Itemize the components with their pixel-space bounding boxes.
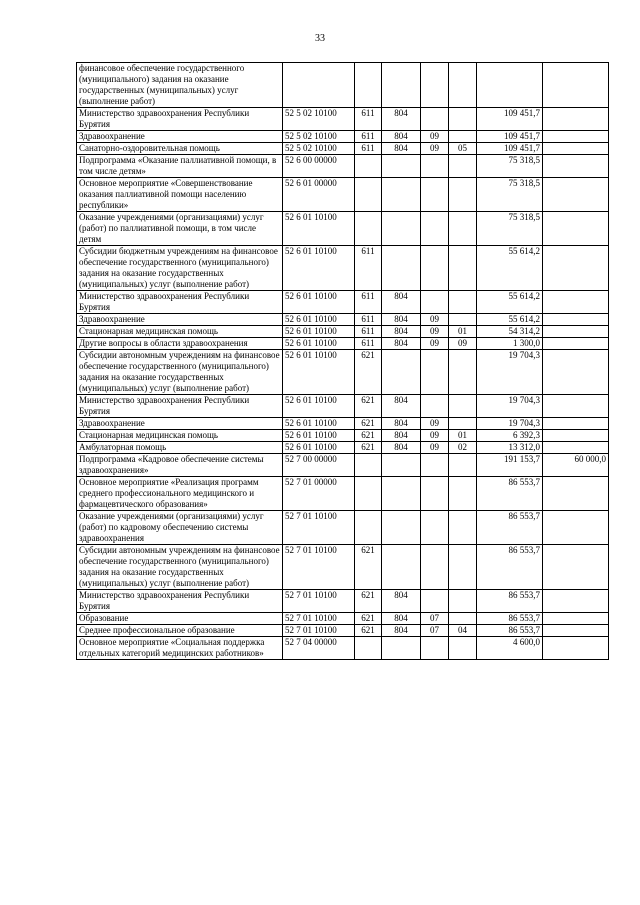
row-sum-2-cell — [543, 326, 609, 338]
row-sum-1-cell: 4 600,0 — [477, 637, 543, 660]
row-sum-1-cell — [477, 63, 543, 108]
row-sum-2-cell — [543, 625, 609, 637]
row-rz-cell — [421, 63, 449, 108]
row-rz-cell: 09 — [421, 143, 449, 155]
row-sum-2-cell — [543, 418, 609, 430]
table-row — [77, 326, 609, 338]
row-vr-cell: 621 — [355, 613, 382, 625]
row-sum-1-cell: 86 553,7 — [477, 590, 543, 613]
row-pr-cell — [449, 590, 477, 613]
row-grbs-cell — [382, 511, 421, 545]
page-number: 33 — [315, 33, 325, 44]
row-rz-cell: 09 — [421, 442, 449, 454]
row-grbs-cell — [382, 545, 421, 590]
row-vr-cell — [355, 212, 382, 246]
table-row — [77, 545, 609, 590]
row-name-cell: Основное мероприятие «Реализация программ среднего профессионального медицинского и фармацевтического образования» — [77, 477, 283, 511]
row-code-cell: 52 6 01 10100 — [283, 442, 355, 454]
row-name-cell: Амбулаторная помощь — [77, 442, 283, 454]
row-rz-cell — [421, 395, 449, 418]
row-code-cell: 52 5 02 10100 — [283, 143, 355, 155]
row-sum-2-cell — [543, 395, 609, 418]
row-grbs-cell: 804 — [382, 590, 421, 613]
row-rz-cell: 09 — [421, 430, 449, 442]
row-grbs-cell — [382, 246, 421, 291]
row-grbs-cell — [382, 155, 421, 178]
row-code-cell: 52 7 01 10100 — [283, 511, 355, 545]
row-sum-1-cell: 19 704,3 — [477, 418, 543, 430]
row-sum-2-cell — [543, 350, 609, 395]
table-row — [77, 395, 609, 418]
row-name-cell: Среднее профессиональное образование — [77, 625, 283, 637]
row-grbs-cell: 804 — [382, 314, 421, 326]
row-rz-cell — [421, 350, 449, 395]
row-name-cell: финансовое обеспечение государственного (муниципального) задания на оказание государственных (муниципальных) услуг (выполнение работ) — [77, 63, 283, 108]
row-pr-cell — [449, 395, 477, 418]
row-vr-cell: 621 — [355, 395, 382, 418]
row-name-cell: Оказание учреждениями (организациями) услуг (работ) по паллиативной помощи, в том числе детям — [77, 212, 283, 246]
row-sum-1-cell: 55 614,2 — [477, 291, 543, 314]
row-name-cell: Подпрограмма «Оказание паллиативной помощи, в том числе детям» — [77, 155, 283, 178]
row-sum-1-cell: 54 314,2 — [477, 326, 543, 338]
row-sum-1-cell: 109 451,7 — [477, 143, 543, 155]
row-rz-cell — [421, 246, 449, 291]
row-vr-cell: 621 — [355, 442, 382, 454]
row-code-cell: 52 6 01 10100 — [283, 430, 355, 442]
row-sum-2-cell — [543, 246, 609, 291]
row-rz-cell — [421, 155, 449, 178]
row-grbs-cell: 804 — [382, 625, 421, 637]
row-name-cell: Субсидии автономным учреждениям на финансовое обеспечение государственного (муниципального) задания на оказание государственных (муниципальных) услуг (выполнение работ) — [77, 350, 283, 395]
row-pr-cell — [449, 613, 477, 625]
row-sum-2-cell — [543, 212, 609, 246]
row-name-cell: Здравоохранение — [77, 418, 283, 430]
row-sum-1-cell: 86 553,7 — [477, 511, 543, 545]
table-row — [77, 442, 609, 454]
row-vr-cell — [355, 155, 382, 178]
row-name-cell: Субсидии автономным учреждениям на финансовое обеспечение государственного (муниципального) задания на оказание государственных (муниципальных) услуг (выполнение работ) — [77, 545, 283, 590]
row-code-cell: 52 6 01 10100 — [283, 326, 355, 338]
row-sum-2-cell — [543, 511, 609, 545]
row-code-cell: 52 6 01 10100 — [283, 291, 355, 314]
row-grbs-cell — [382, 454, 421, 477]
row-grbs-cell: 804 — [382, 326, 421, 338]
row-code-cell: 52 7 01 10100 — [283, 625, 355, 637]
row-code-cell: 52 7 01 10100 — [283, 613, 355, 625]
budget-table — [76, 62, 609, 660]
row-sum-1-cell: 55 614,2 — [477, 246, 543, 291]
row-pr-cell — [449, 350, 477, 395]
row-grbs-cell: 804 — [382, 613, 421, 625]
row-pr-cell: 02 — [449, 442, 477, 454]
row-vr-cell: 621 — [355, 545, 382, 590]
row-pr-cell: 04 — [449, 625, 477, 637]
row-grbs-cell: 804 — [382, 143, 421, 155]
row-pr-cell — [449, 131, 477, 143]
table-row — [77, 178, 609, 212]
row-pr-cell — [449, 108, 477, 131]
table-row — [77, 314, 609, 326]
row-code-cell: 52 6 01 10100 — [283, 418, 355, 430]
table-row — [77, 625, 609, 637]
table-row — [77, 613, 609, 625]
row-pr-cell — [449, 418, 477, 430]
row-vr-cell: 621 — [355, 590, 382, 613]
row-sum-1-cell: 86 553,7 — [477, 545, 543, 590]
row-sum-2-cell — [543, 178, 609, 212]
row-rz-cell — [421, 590, 449, 613]
row-rz-cell: 09 — [421, 314, 449, 326]
table-row — [77, 350, 609, 395]
row-vr-cell — [355, 63, 382, 108]
row-name-cell: Министерство здравоохранения Республики Бурятия — [77, 108, 283, 131]
row-code-cell: 52 6 01 10100 — [283, 350, 355, 395]
row-grbs-cell: 804 — [382, 291, 421, 314]
row-pr-cell — [449, 246, 477, 291]
row-grbs-cell: 804 — [382, 108, 421, 131]
row-name-cell: Здравоохранение — [77, 131, 283, 143]
row-sum-2-cell — [543, 637, 609, 660]
table-row — [77, 131, 609, 143]
row-sum-2-cell — [543, 63, 609, 108]
table-row — [77, 291, 609, 314]
row-rz-cell — [421, 454, 449, 477]
row-code-cell: 52 6 01 10100 — [283, 314, 355, 326]
row-vr-cell — [355, 637, 382, 660]
row-code-cell: 52 7 01 10100 — [283, 590, 355, 613]
row-vr-cell: 621 — [355, 625, 382, 637]
row-name-cell: Образование — [77, 613, 283, 625]
row-sum-1-cell: 75 318,5 — [477, 212, 543, 246]
row-grbs-cell: 804 — [382, 430, 421, 442]
row-sum-1-cell: 55 614,2 — [477, 314, 543, 326]
row-sum-2-cell — [543, 590, 609, 613]
table-row — [77, 338, 609, 350]
row-code-cell — [283, 63, 355, 108]
row-pr-cell — [449, 545, 477, 590]
table-row — [77, 246, 609, 291]
row-name-cell: Субсидии бюджетным учреждениям на финансовое обеспечение государственного (муниципального) задания на оказание государственных (муниципальных) услуг (выполнение работ) — [77, 246, 283, 291]
row-vr-cell: 611 — [355, 326, 382, 338]
row-sum-1-cell: 191 153,7 — [477, 454, 543, 477]
row-name-cell: Оказание учреждениями (организациями) услуг (работ) по кадровому обеспечению системы здравоохранения — [77, 511, 283, 545]
row-name-cell: Министерство здравоохранения Республики Бурятия — [77, 395, 283, 418]
table-row — [77, 212, 609, 246]
row-grbs-cell — [382, 350, 421, 395]
row-rz-cell: 09 — [421, 326, 449, 338]
row-rz-cell — [421, 178, 449, 212]
row-sum-1-cell: 75 318,5 — [477, 155, 543, 178]
row-vr-cell: 611 — [355, 246, 382, 291]
row-name-cell: Основное мероприятие «Социальная поддержка отдельных категорий медицинских работников» — [77, 637, 283, 660]
row-sum-2-cell — [543, 430, 609, 442]
row-grbs-cell: 804 — [382, 131, 421, 143]
row-code-cell: 52 6 00 00000 — [283, 155, 355, 178]
row-sum-2-cell: 60 000,0 — [543, 454, 609, 477]
row-vr-cell: 611 — [355, 338, 382, 350]
row-vr-cell: 611 — [355, 108, 382, 131]
row-sum-2-cell — [543, 338, 609, 350]
row-name-cell: Здравоохранение — [77, 314, 283, 326]
row-grbs-cell: 804 — [382, 418, 421, 430]
row-vr-cell: 621 — [355, 430, 382, 442]
row-name-cell: Другие вопросы в области здравоохранения — [77, 338, 283, 350]
row-sum-1-cell: 75 318,5 — [477, 178, 543, 212]
row-grbs-cell — [382, 63, 421, 108]
row-sum-2-cell — [543, 155, 609, 178]
row-sum-1-cell: 109 451,7 — [477, 131, 543, 143]
table-body — [77, 63, 609, 660]
row-vr-cell — [355, 178, 382, 212]
row-sum-1-cell: 19 704,3 — [477, 350, 543, 395]
row-rz-cell: 09 — [421, 131, 449, 143]
row-sum-2-cell — [543, 108, 609, 131]
row-sum-1-cell: 86 553,7 — [477, 613, 543, 625]
row-code-cell: 52 6 01 10100 — [283, 212, 355, 246]
row-pr-cell: 01 — [449, 430, 477, 442]
row-sum-2-cell — [543, 477, 609, 511]
row-sum-2-cell — [543, 545, 609, 590]
table-row — [77, 477, 609, 511]
row-rz-cell — [421, 108, 449, 131]
table-row — [77, 430, 609, 442]
row-pr-cell: 09 — [449, 338, 477, 350]
row-pr-cell — [449, 155, 477, 178]
row-rz-cell: 07 — [421, 625, 449, 637]
row-sum-2-cell — [543, 143, 609, 155]
row-grbs-cell — [382, 212, 421, 246]
row-sum-1-cell: 6 392,3 — [477, 430, 543, 442]
row-vr-cell — [355, 511, 382, 545]
row-code-cell: 52 6 01 10100 — [283, 246, 355, 291]
row-grbs-cell — [382, 637, 421, 660]
row-rz-cell — [421, 212, 449, 246]
row-name-cell: Основное мероприятие «Совершенствование оказания паллиативной помощи населению республики» — [77, 178, 283, 212]
table-row — [77, 143, 609, 155]
row-rz-cell: 09 — [421, 338, 449, 350]
table-row — [77, 418, 609, 430]
row-name-cell: Министерство здравоохранения Республики Бурятия — [77, 590, 283, 613]
table-row — [77, 155, 609, 178]
row-pr-cell — [449, 511, 477, 545]
row-pr-cell: 05 — [449, 143, 477, 155]
row-code-cell: 52 7 01 00000 — [283, 477, 355, 511]
row-code-cell: 52 7 01 10100 — [283, 545, 355, 590]
table-row — [77, 511, 609, 545]
row-code-cell: 52 6 01 10100 — [283, 395, 355, 418]
row-sum-2-cell — [543, 442, 609, 454]
row-rz-cell — [421, 511, 449, 545]
row-vr-cell: 621 — [355, 350, 382, 395]
row-grbs-cell: 804 — [382, 338, 421, 350]
row-pr-cell — [449, 212, 477, 246]
row-vr-cell: 611 — [355, 291, 382, 314]
row-pr-cell — [449, 454, 477, 477]
row-sum-2-cell — [543, 613, 609, 625]
row-sum-1-cell: 109 451,7 — [477, 108, 543, 131]
row-name-cell: Подпрограмма «Кадровое обеспечение системы здравоохранения» — [77, 454, 283, 477]
row-vr-cell: 611 — [355, 143, 382, 155]
table-row — [77, 63, 609, 108]
row-pr-cell — [449, 63, 477, 108]
row-sum-2-cell — [543, 291, 609, 314]
row-sum-2-cell — [543, 131, 609, 143]
row-rz-cell — [421, 291, 449, 314]
row-name-cell: Министерство здравоохранения Республики Бурятия — [77, 291, 283, 314]
row-rz-cell — [421, 637, 449, 660]
row-name-cell: Стационарная медицинская помощь — [77, 326, 283, 338]
row-code-cell: 52 6 01 10100 — [283, 338, 355, 350]
row-rz-cell — [421, 545, 449, 590]
row-code-cell: 52 6 01 00000 — [283, 178, 355, 212]
row-code-cell: 52 7 00 00000 — [283, 454, 355, 477]
row-pr-cell — [449, 637, 477, 660]
row-pr-cell — [449, 314, 477, 326]
row-vr-cell: 611 — [355, 131, 382, 143]
row-pr-cell — [449, 477, 477, 511]
row-rz-cell: 07 — [421, 613, 449, 625]
row-name-cell: Стационарная медицинская помощь — [77, 430, 283, 442]
row-vr-cell — [355, 454, 382, 477]
row-pr-cell — [449, 178, 477, 212]
row-vr-cell — [355, 477, 382, 511]
row-pr-cell: 01 — [449, 326, 477, 338]
row-sum-1-cell: 86 553,7 — [477, 625, 543, 637]
row-code-cell: 52 5 02 10100 — [283, 108, 355, 131]
row-grbs-cell: 804 — [382, 395, 421, 418]
row-rz-cell: 09 — [421, 418, 449, 430]
row-sum-1-cell: 13 312,0 — [477, 442, 543, 454]
row-vr-cell: 621 — [355, 418, 382, 430]
row-sum-1-cell: 86 553,7 — [477, 477, 543, 511]
table-row — [77, 454, 609, 477]
table-row — [77, 637, 609, 660]
row-code-cell: 52 5 02 10100 — [283, 131, 355, 143]
row-grbs-cell — [382, 477, 421, 511]
table-row — [77, 590, 609, 613]
row-pr-cell — [449, 291, 477, 314]
row-name-cell: Санаторно-оздоровительная помощь — [77, 143, 283, 155]
row-code-cell: 52 7 04 00000 — [283, 637, 355, 660]
row-sum-2-cell — [543, 314, 609, 326]
row-vr-cell: 611 — [355, 314, 382, 326]
row-grbs-cell — [382, 178, 421, 212]
table-row — [77, 108, 609, 131]
row-sum-1-cell: 19 704,3 — [477, 395, 543, 418]
row-sum-1-cell: 1 300,0 — [477, 338, 543, 350]
row-rz-cell — [421, 477, 449, 511]
row-grbs-cell: 804 — [382, 442, 421, 454]
